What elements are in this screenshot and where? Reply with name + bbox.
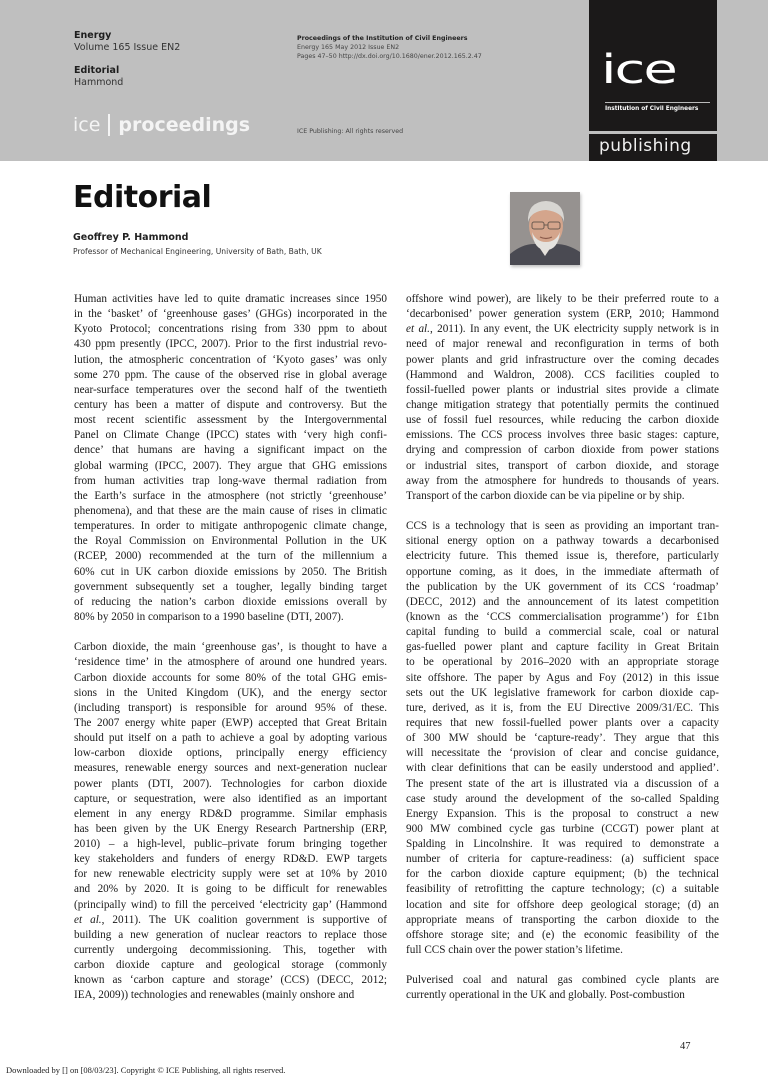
text-line: 900 MW combined cycle gas turbine (CCGT) power plant at	[406, 822, 719, 835]
text-line: carbon dioxide capture and geological storage (commonly	[74, 959, 387, 972]
text-line: ture, derived, as it is, from the EU Directive 2009/31/EC. This	[406, 701, 719, 714]
text-line: (known as the ‘CCS commercialisation programme’) for £1bn	[406, 610, 719, 623]
portrait-image-icon	[510, 192, 580, 265]
logo-divider	[108, 114, 110, 136]
text-line: should put itself on a path to achieve a goal by adopting various	[74, 732, 387, 745]
text-line: to be operational by 2016–2020 with an appropriate storage	[406, 656, 719, 669]
text-line: The present state of the art is illustrated via a discussion of a	[406, 777, 719, 790]
author-affiliation: Professor of Mechanical Engineering, University of Bath, Bath, UK	[73, 247, 322, 256]
citation-pages-doi[interactable]: Pages 47–50 http://dx.doi.org/10.1680/ener.2012.165.2.47	[297, 53, 482, 60]
paragraph	[406, 292, 719, 504]
text-line: Transport of the carbon dioxide can be via pipeline or by ship.	[406, 489, 685, 502]
text-line: drying and compression of carbon dioxide from power stations	[406, 444, 719, 457]
citation-title: Proceedings of the Institution of Civil Engineers	[297, 35, 468, 42]
text-line: Carbon dioxide, the main ‘greenhouse gas’, is thought to have a	[74, 641, 387, 654]
text-line: emissions. The CCS process involves three basic stages: capture,	[406, 429, 719, 442]
text-line: low-carbon dioxide options, principally energy efficiency	[74, 747, 387, 760]
text-line: ‘decarbonised’ power generation system (ERP, 2010; Hammond	[406, 308, 719, 321]
text-line: currently undergoing decommissioning. This, together with	[74, 944, 387, 957]
text-line: away from the atmosphere for hundreds to thousands of years.	[406, 474, 719, 487]
text-line: Panel on Climate Change (IPCC) states with ‘very high confi-	[74, 429, 387, 442]
text-line: appropriate means of transporting the carbon dioxide to the	[406, 913, 719, 926]
text-line: of reducing the nation’s carbon dioxide emissions overall by	[74, 595, 387, 608]
journal-volume: Volume 165 Issue EN2	[74, 42, 181, 53]
text-line: CCS is a technology that is seen as providing an important tran-	[406, 520, 719, 533]
citation-block	[297, 34, 482, 61]
text-line: feasibility of retrofitting the capture technology; (c) a suitable	[406, 883, 719, 896]
text-line: Energy Expansion. This is the proposal to construct a new	[406, 807, 719, 820]
text-line: known as ‘carbon capture and storage’ (CCS) (DECC, 2012;	[74, 974, 387, 987]
journal-info	[74, 30, 180, 89]
text-line: for the carbon dioxide capture equipment; (b) the technical	[406, 868, 719, 881]
text-line: need of major renewal and reconfiguration in terms of both	[406, 338, 719, 351]
text-line: full CCS chain over the power station’s lifetime.	[406, 944, 623, 957]
text-line: requires that new fossil-fuelled power plants over a capacity	[406, 716, 719, 729]
text-line: gas-fuelled power plant and capture facility in Great Britain	[406, 641, 719, 654]
text-line: the publication by the UK government of its CCS ‘roadmap’	[406, 580, 719, 593]
body-column-left	[74, 292, 387, 1004]
text-line: (DECC, 2012) and the announcement of its latest competition	[406, 595, 719, 608]
text-line: with clear definitions that can be easily understood and applied’.	[406, 762, 719, 775]
ice-logo	[589, 0, 717, 131]
text-line: capital funding to build a commercial scale, coal or natural	[406, 626, 719, 639]
journal-name: Energy	[74, 30, 112, 41]
download-notice: Downloaded by [] on [08/03/23]. Copyright © ICE Publishing, all rights reserved.	[6, 1065, 286, 1075]
text-line: offshore storage site; and (e) the economic feasibility of the	[406, 928, 719, 941]
logo-rule	[605, 102, 710, 103]
publishing-logo	[589, 134, 717, 161]
text-line: global warming (IPCC, 2007). They argue that GHG emissions	[74, 459, 387, 472]
text-line: temperatures. In order to mitigate anthropogenic climate change,	[74, 520, 387, 533]
text-line: capture, or sequestration, were also identified as an important	[74, 792, 387, 805]
paragraph	[74, 640, 387, 1003]
short-author: Hammond	[74, 77, 124, 88]
proceedings-logo-left: ice	[73, 114, 101, 136]
text-line: will necessitate the ‘provision of clear and concise guidance,	[406, 747, 719, 760]
text-line: sitional energy option on a pathway towards a decarbonised	[406, 535, 719, 548]
text-line: power plants and grid infrastructure over the coming decades	[406, 353, 719, 366]
publishing-logo-word: publishing	[599, 136, 692, 156]
text-line: 430 ppm presently (IPCC, 2007). Prior to the first industrial revo-	[74, 338, 387, 351]
proceedings-logo-right: proceedings	[118, 114, 251, 136]
text-line: offshore wind power), are likely to be their preferred route to a	[406, 293, 719, 305]
text-line: Kyoto Protocol; concentrations rising from 330 ppm to about	[74, 323, 387, 336]
journal-header	[0, 0, 768, 161]
author-name: Geoffrey P. Hammond	[73, 232, 189, 243]
text-line: phenomena), and that these are the main cause of rises in climatic	[74, 504, 387, 517]
text-line: (Hammond and Waldron, 2008). CCS facilities coupled to	[406, 368, 719, 381]
text-line: from human activities trap long-wave thermal radiation from	[74, 474, 387, 487]
text-line: element in any energy RD&D programme. Similar emphasis	[74, 807, 387, 820]
body-column-right	[406, 292, 719, 1004]
text-line: (RCEP, 2000) recommended at the turn of the millennium a	[74, 550, 387, 563]
text-line: (principally wind) to fill the perceived ‘electricity gap’ (Hammond	[74, 898, 387, 911]
text-line: for new renewable electricity supply were set at 10% by 2010	[74, 868, 387, 881]
text-line: location and site for offshore deep geological storage; (d) an	[406, 898, 719, 911]
text-line: et al., 2011). In any event, the UK electricity supply network is in	[406, 323, 720, 336]
text-line: measures, renewable energy sources and next-generation nuclear	[74, 762, 387, 775]
text-line: opportune coming, as it does, in the immediate aftermath of	[406, 565, 719, 578]
text-line: ‘residence time’ in the atmosphere of around one hundred years.	[74, 656, 387, 669]
text-line: power plants (DTI, 2007). Technologies for carbon dioxide	[74, 777, 387, 790]
paragraph	[406, 973, 719, 1003]
text-line: Human activities have led to quite dramatic increases since 1950	[74, 293, 387, 305]
text-line: in the ‘basket’ of ‘greenhouse gases’ (GHGs) incorporated in the	[74, 308, 387, 321]
text-line: of 300 MW should be ‘capture-ready’. They argue that this	[406, 732, 719, 745]
paragraph	[406, 519, 719, 958]
text-line: Pulverised coal and natural gas combined cycle plants are	[406, 974, 719, 987]
text-line: 60% cut in UK carbon dioxide emissions by 2050. The British	[74, 565, 387, 578]
paragraph	[74, 292, 387, 625]
text-line: 2010) – a high-level, public–private forum bringing together	[74, 838, 387, 851]
text-line: sions in the United Kingdom (UK), and the energy sector	[74, 686, 387, 699]
text-line: 80% by 2050 in comparison to a 1990 baseline (DTI, 2007).	[74, 610, 344, 623]
text-line: currently operational in the UK and globally. Post-combustion	[406, 989, 685, 1002]
text-line: site offshore. The paper by Agus and Foy (2012) in this issue	[406, 671, 719, 684]
text-line: building a new generation of nuclear reactors to replace those	[74, 928, 387, 941]
text-line: number of criteria for capture-readiness: (a) sufficient space	[406, 853, 719, 866]
text-line: fossil-fuelled power plants or industrial sites provide a climate	[406, 383, 719, 396]
text-line: Spalding in Lincolnshire. It was required to demonstrate a	[406, 838, 719, 851]
text-line: key stakeholders and funders of energy RD&D. EWP targets	[74, 853, 387, 866]
text-line: dence’ that humans are having a significant impact on the	[74, 444, 387, 457]
text-line: near-surface temperatures over the second half of the twentieth	[74, 383, 387, 396]
text-line: et al., 2011). The UK coalition government is supportive of	[74, 913, 387, 926]
text-line: most recent scientific assessment by the Intergovernmental	[74, 414, 387, 427]
text-line: case study around the development of the so-called Spalding	[406, 792, 719, 805]
ice-logo-subtitle: Institution of Civil Engineers	[605, 106, 699, 112]
rights-notice: ICE Publishing: All rights reserved	[297, 128, 404, 135]
text-line: government subsequently set a tougher, legally binding target	[74, 580, 387, 593]
text-line: lution, the atmospheric concentration of ‘Kyoto gases’ was only	[74, 353, 387, 366]
text-line: Carbon dioxide accounts for some 80% of the total GHG emis-	[74, 671, 387, 684]
page-number: 47	[680, 1041, 691, 1052]
text-line: or industrial sites, transport of carbon dioxide, and storage	[406, 459, 719, 472]
ice-proceedings-logo	[73, 113, 250, 137]
article-type: Editorial	[74, 65, 120, 76]
citation-issue: Energy 165 May 2012 Issue EN2	[297, 44, 400, 51]
author-portrait	[510, 192, 580, 265]
text-line: The 2007 energy white paper (EWP) accepted that Great Britain	[74, 716, 387, 729]
text-line: some 270 ppm. The cause of the observed rise in global average	[74, 368, 387, 381]
text-line: the Royal Commission on Environmental Pollution in the UK	[74, 535, 387, 548]
text-line: electricity future. This themed issue is, therefore, particularly	[406, 550, 719, 563]
text-line: and 20% by 2020. It is going to be difficult for renewables	[74, 883, 387, 896]
text-line: use of fossil fuel resources, while reducing the carbon dioxide	[406, 414, 719, 427]
article-title: Editorial	[73, 180, 212, 215]
text-line: change mitigation strategy that potentially permits the continued	[406, 398, 719, 411]
ice-logo-word: ice	[601, 46, 676, 94]
text-line: (including transport) is responsible for around 95% of these.	[74, 701, 387, 714]
text-line: IEA, 2009)) technologies and renewables (mainly onshore and	[74, 989, 355, 1002]
text-line: the Earth’s surface in the atmosphere (not strictly ‘greenhouse’	[74, 489, 387, 502]
text-line: has been given by the UK Energy Research Partnership (ERP,	[74, 822, 387, 835]
text-line: century has been a matter of dispute and controversy. But the	[74, 398, 387, 411]
text-line: sets out the UK legislative framework for carbon dioxide cap-	[406, 686, 719, 699]
